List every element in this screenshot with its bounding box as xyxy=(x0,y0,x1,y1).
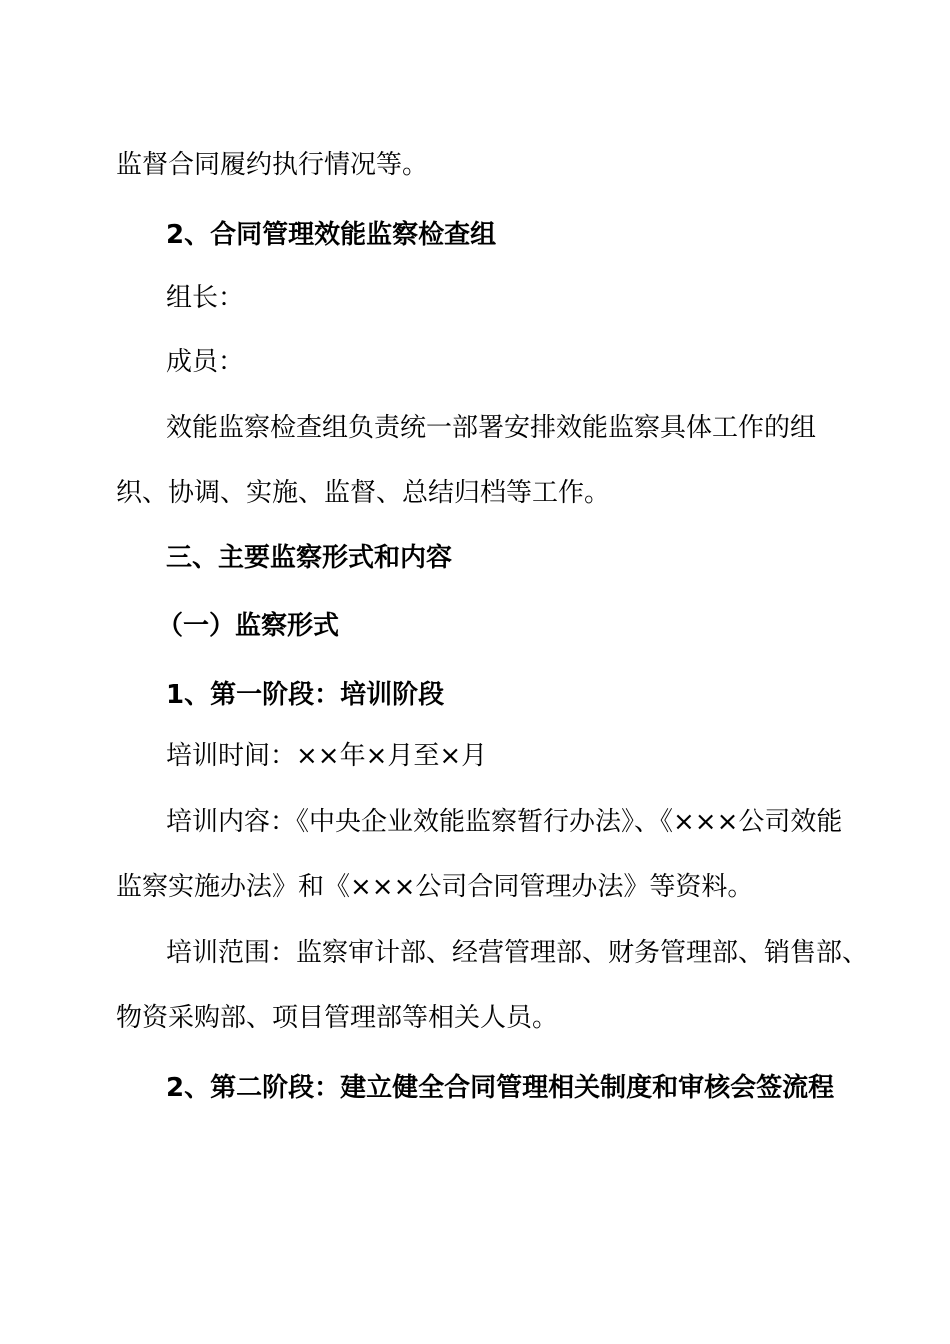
body-text-line: 物资采购部、项目管理部等相关人员。 xyxy=(116,1003,559,1033)
body-text-line: 织、协调、实施、监督、总结归档等工作。 xyxy=(116,478,611,508)
body-text-line: 监督合同履约执行情况等。 xyxy=(116,150,429,180)
section-heading: 2、合同管理效能监察检查组 xyxy=(166,220,497,250)
team-leader-label: 组长： xyxy=(166,283,245,313)
body-text-line: 效能监察检查组负责统一部署安排效能监察具体工作的组 xyxy=(166,413,817,443)
body-text-line: 监察实施办法》和《×××公司合同管理办法》等资料。 xyxy=(116,872,754,902)
stage-heading: 2、第二阶段：建立健全合同管理相关制度和审核会签流程 xyxy=(166,1073,835,1103)
subsection-heading: （一）监察形式 xyxy=(157,611,340,641)
team-members-label: 成员： xyxy=(166,347,245,377)
training-content: 培训内容：《中央企业效能监察暂行办法》、《×××公司效能 xyxy=(166,807,843,837)
training-scope: 培训范围：监察审计部、经营管理部、财务管理部、销售部、 xyxy=(166,938,869,968)
section-heading: 三、主要监察形式和内容 xyxy=(166,543,453,573)
training-time: 培训时间：××年×月至×月 xyxy=(166,741,488,771)
stage-heading: 1、第一阶段：培训阶段 xyxy=(166,680,445,710)
